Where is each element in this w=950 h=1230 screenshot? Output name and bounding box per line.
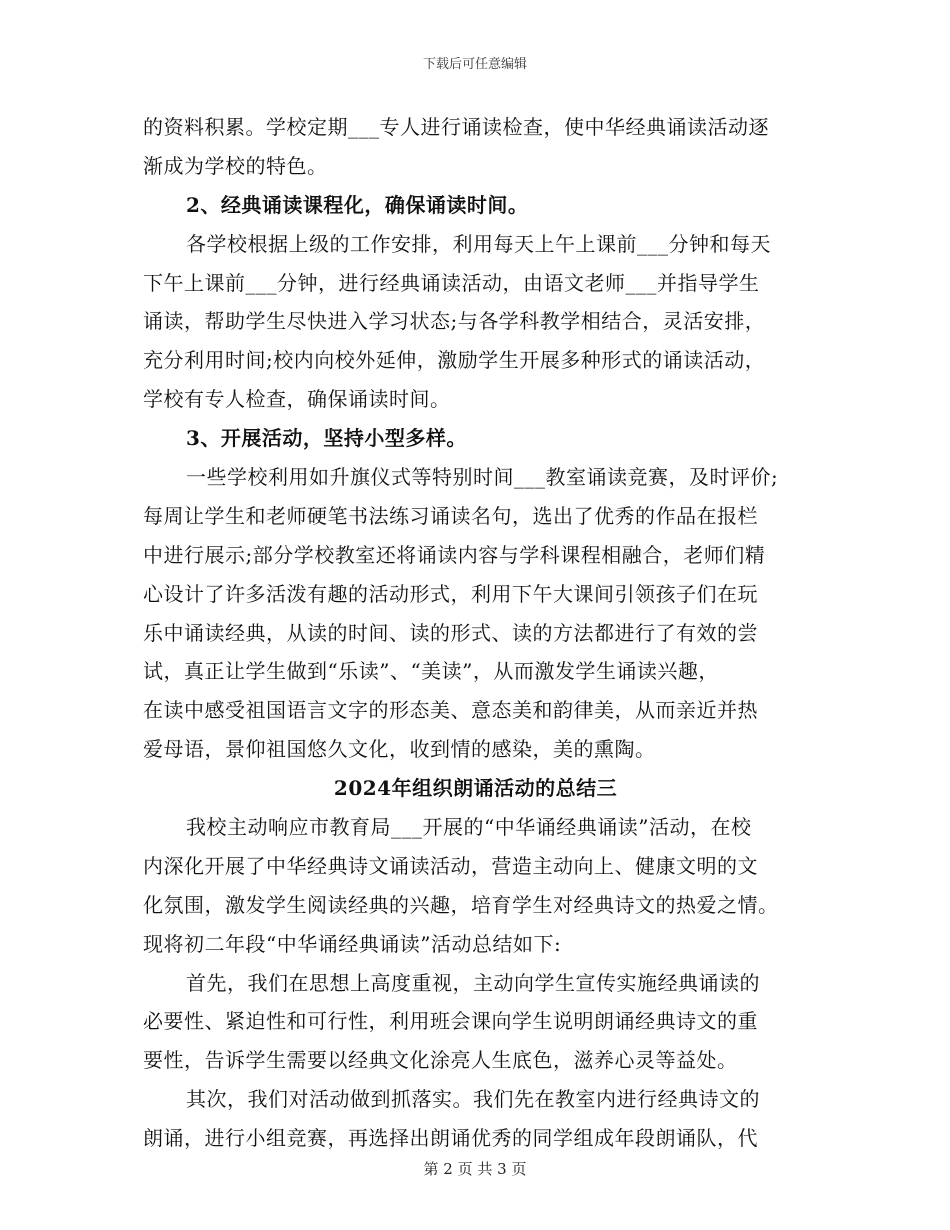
text-line: 试，真正让学生做到“乐读”、“美读”，从而激发学生诵读兴趣，: [143, 659, 719, 684]
text-line: 要性，告诉学生需要以经典文化涂亮人生底色，滋养心灵等益处。: [143, 1048, 738, 1073]
text-line: 内深化开展了中华经典诗文诵读活动，营造主动向上、健康文明的文: [143, 853, 758, 878]
text-line: 在读中感受祖国语言文字的形态美、意态美和韵律美，从而亲近并热: [143, 698, 758, 723]
page-header: 下载后可任意编辑: [422, 57, 527, 72]
text-line: 首先，我们在思想上高度重视，主动向学生宣传实施经典诵读的: [186, 970, 760, 995]
text-line: 充分利用时间;校内向校外延伸，激励学生开展多种形式的诵读活动，: [143, 348, 766, 373]
text-line: 朗诵，进行小组竞赛，再选择出朗诵优秀的同学组成年段朗诵队，代: [143, 1126, 758, 1151]
text-line: 其次，我们对活动做到抓落实。我们先在教室内进行经典诗文的: [186, 1087, 760, 1112]
text-line: 诵读，帮助学生尽快进入学习状态;与各学科教学相结合，灵活安排，: [143, 309, 766, 334]
text-line: 下午上课前___分钟，进行经典诵读活动，由语文老师___并指导学生: [143, 270, 760, 295]
text-line: 化氛围，激发学生阅读经典的兴趣，培育学生对经典诗文的热爱之情。: [143, 892, 779, 917]
text-line: 渐成为学校的特色。: [143, 153, 328, 178]
text-line: 现将初二年段“中华诵经典诵读”活动总结如下:: [143, 931, 562, 956]
document-body: [143, 108, 808, 1158]
text-line: 每周让学生和老师硬笔书法练习诵读名句，选出了优秀的作品在报栏: [143, 503, 758, 528]
text-line: 一些学校利用如升旗仪式等特别时间___教室诵读竞赛，及时评价;: [186, 465, 779, 490]
text-line: 学校有专人检查，确保诵读时间。: [143, 387, 451, 412]
text-line: 的资料积累。学校定期___专人进行诵读检查，使中华经典诵读活动逐: [143, 115, 769, 139]
text-line: 中进行展示;部分学校教室还将诵读内容与学科课程相融合，老师们精: [143, 542, 766, 567]
subsection-heading: 2、经典诵读课程化，确保诵读时间。: [186, 192, 529, 217]
section-heading: 2024年组织朗诵活动的总结三: [333, 776, 618, 801]
page-footer: 第 2 页 共 3 页: [423, 1160, 527, 1178]
text-line: 各学校根据上级的工作安排，利用每天上午上课前___分钟和每天: [186, 231, 771, 256]
subsection-heading: 3、开展活动，坚持小型多样。: [186, 426, 467, 451]
text-line: 我校主动响应市教育局___开展的“中华诵经典诵读”活动，在校: [186, 815, 752, 840]
text-line: 心设计了许多活泼有趣的活动形式，利用下午大课间引领孩子们在玩: [143, 581, 758, 606]
text-line: 爱母语，景仰祖国悠久文化，收到情的感染，美的熏陶。: [143, 737, 656, 762]
text-line: 乐中诵读经典，从读的时间、读的形式、读的方法都进行了有效的尝: [143, 620, 758, 645]
text-line: 必要性、紧迫性和可行性，利用班会课向学生说明朗诵经典诗文的重: [143, 1009, 758, 1034]
